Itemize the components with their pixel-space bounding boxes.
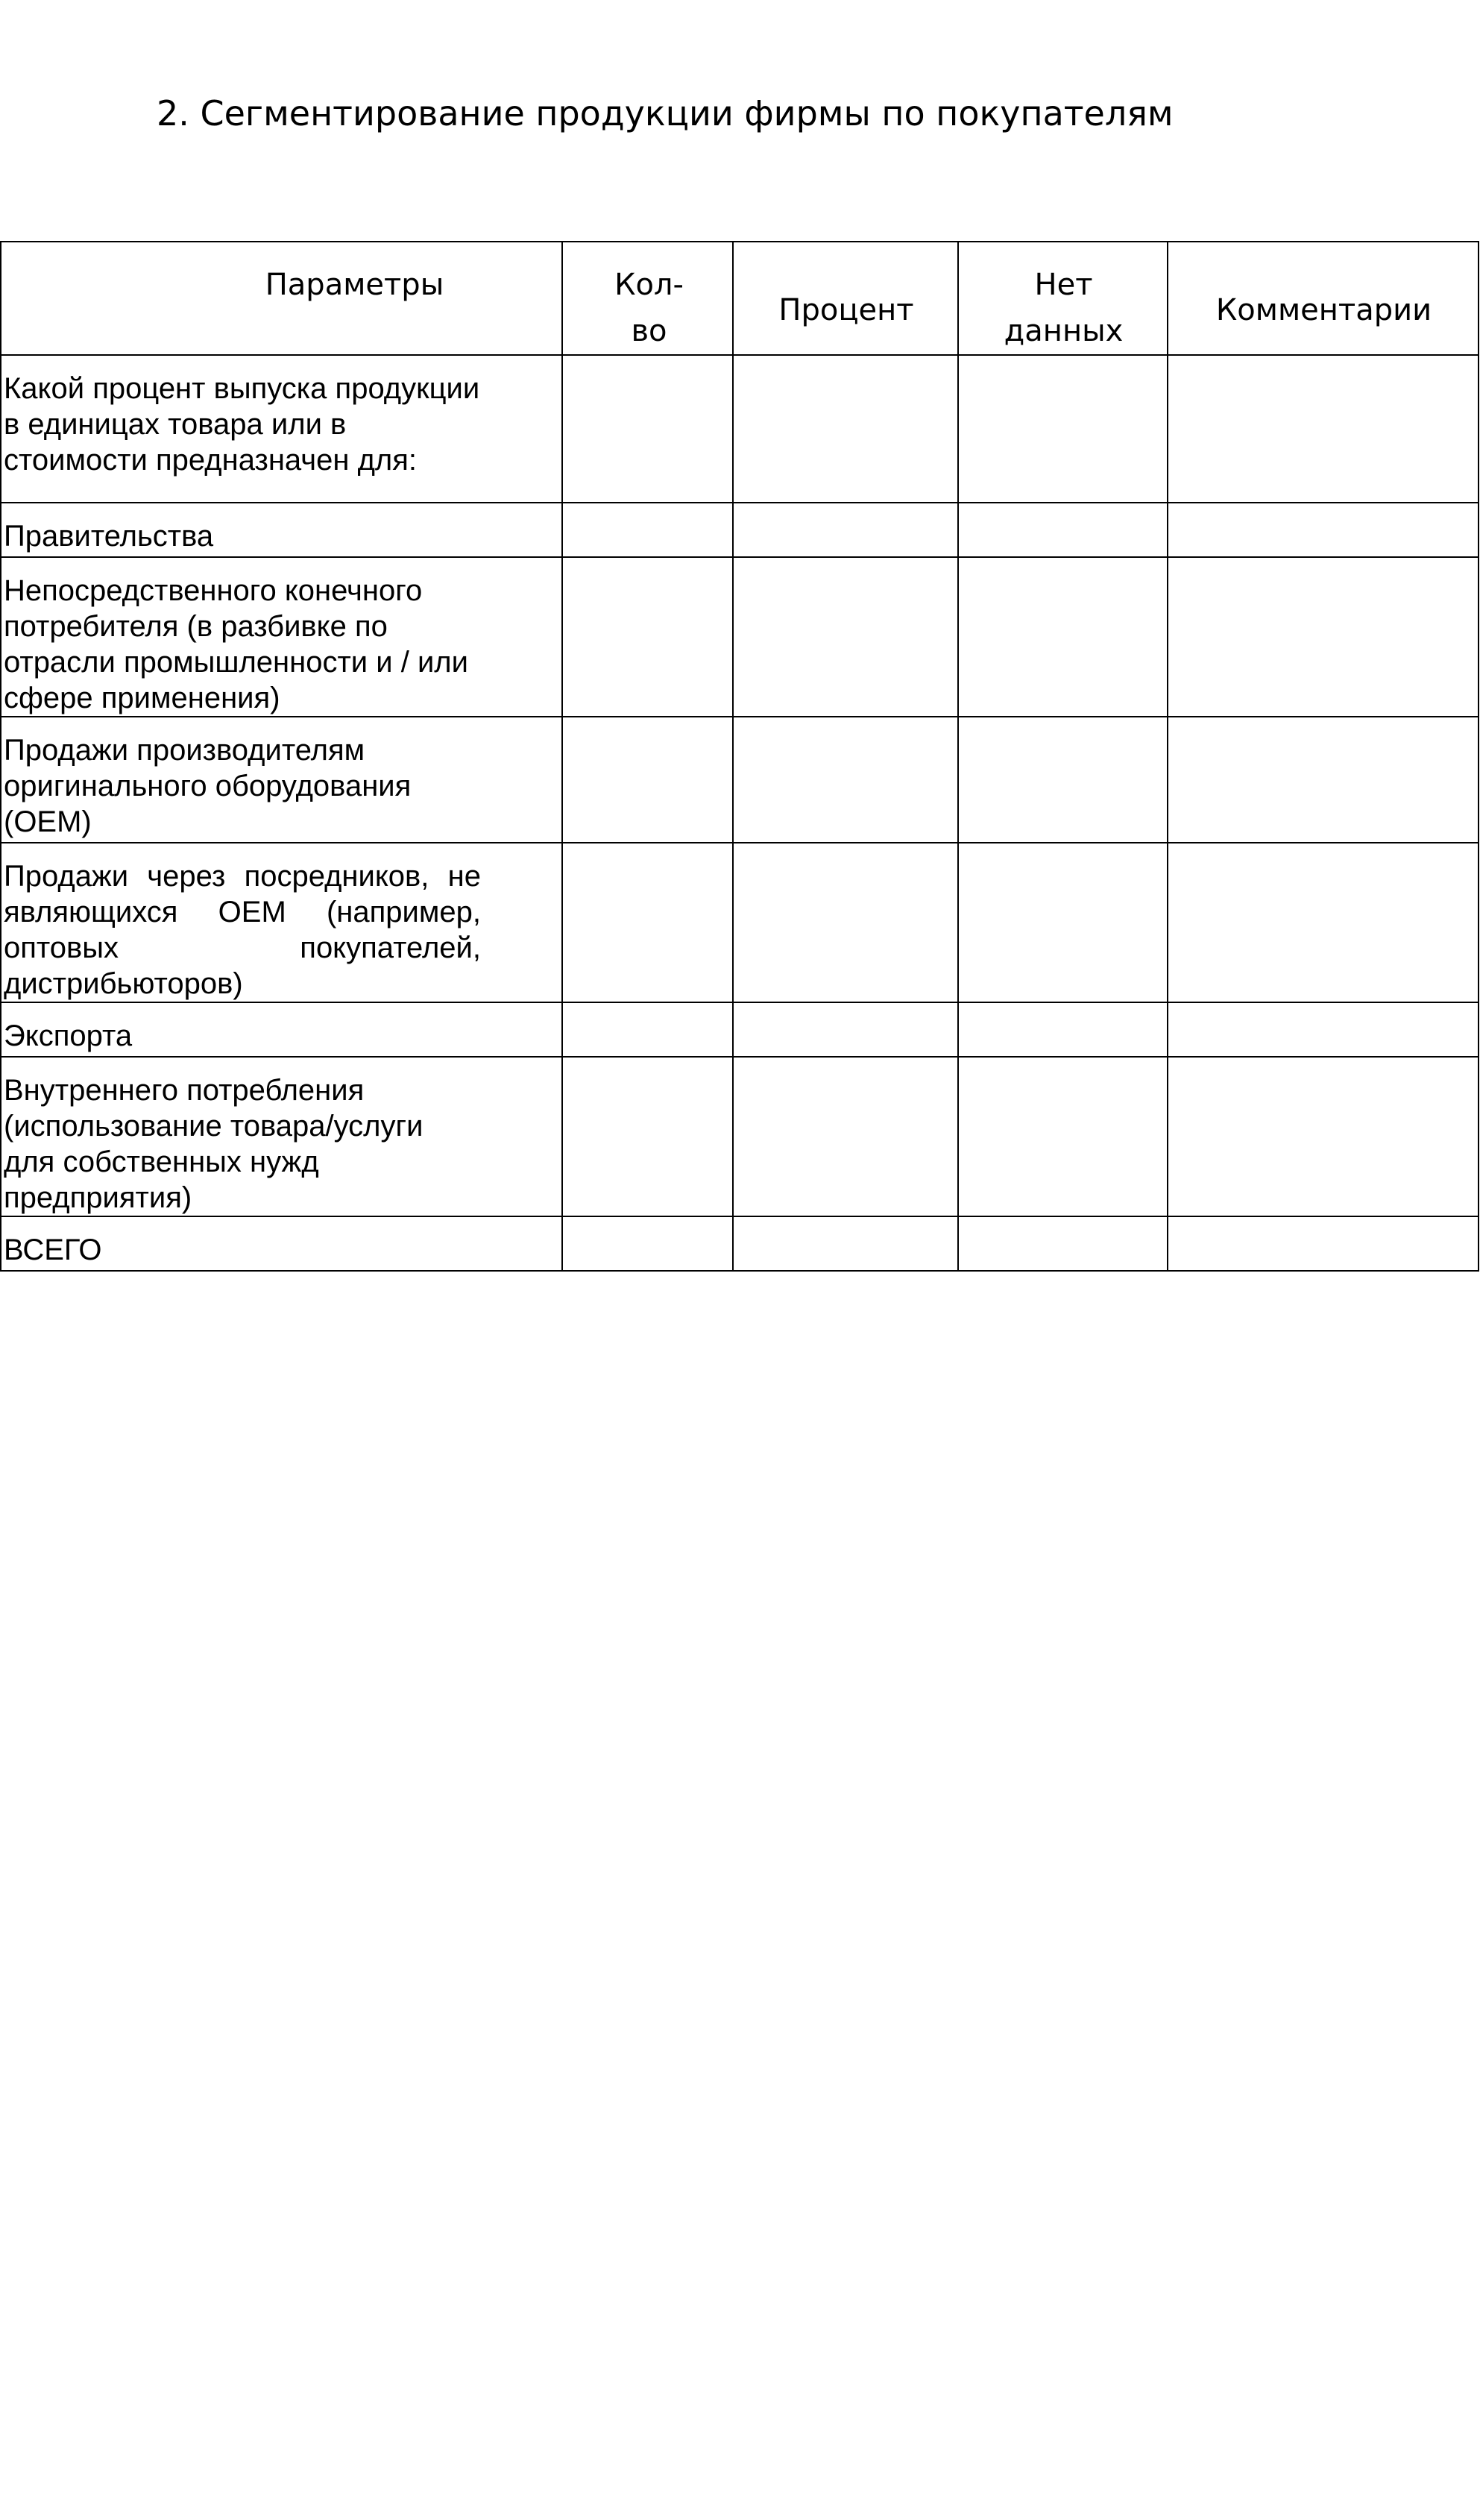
percent-cell[interactable]	[733, 1002, 958, 1057]
row-label: Продажи через посредников, не являющихся OEM (например, оптовых покупателей, дистрибьюторов)	[4, 860, 481, 1000]
row-label-cell	[1, 355, 562, 503]
table-row	[1, 843, 1479, 1002]
quantity-cell[interactable]	[562, 557, 733, 717]
row-label-cell	[1, 557, 562, 717]
comments-cell[interactable]	[1168, 1216, 1479, 1271]
row-label: Непосредственного конечного потребителя (в разбивке по отрасли промышленности и / или сфере применения)	[4, 574, 468, 714]
percent-cell[interactable]	[733, 717, 958, 843]
header-percent-label: Процент	[778, 293, 914, 327]
quantity-cell[interactable]	[562, 355, 733, 503]
no-data-cell[interactable]	[958, 1057, 1168, 1216]
table-row	[1, 503, 1479, 557]
row-label: Продажи производителям оригинального оборудования (OEM)	[4, 734, 412, 838]
row-label: ВСЕГО	[4, 1234, 102, 1266]
percent-cell[interactable]	[733, 557, 958, 717]
row-label-cell	[1, 503, 562, 557]
table-row	[1, 1002, 1479, 1057]
comments-cell[interactable]	[1168, 1002, 1479, 1057]
row-label-cell	[1, 717, 562, 843]
table-row	[1, 557, 1479, 717]
header-percent	[733, 242, 958, 355]
quantity-cell[interactable]	[562, 1057, 733, 1216]
no-data-cell[interactable]	[958, 717, 1168, 843]
table-row	[1, 355, 1479, 503]
quantity-cell[interactable]	[562, 843, 733, 1002]
no-data-cell[interactable]	[958, 1002, 1168, 1057]
no-data-cell[interactable]	[958, 355, 1168, 503]
row-label: Внутреннего потребления (использование товара/услуги для собственных нужд предприятия)	[4, 1074, 423, 1214]
no-data-cell[interactable]	[958, 557, 1168, 717]
comments-cell[interactable]	[1168, 843, 1479, 1002]
row-label: Какой процент выпуска продукции в единицах товара или в стоимости предназначен для:	[4, 372, 480, 477]
no-data-cell[interactable]	[958, 843, 1168, 1002]
row-label-cell	[1, 1057, 562, 1216]
header-parameters-label: Параметры	[265, 268, 444, 302]
no-data-cell[interactable]	[958, 503, 1168, 557]
row-label: Правительства	[4, 520, 214, 553]
percent-cell[interactable]	[733, 355, 958, 503]
no-data-cell[interactable]	[958, 1216, 1168, 1271]
comments-cell[interactable]	[1168, 355, 1479, 503]
header-no-data-label: Нет данных	[1004, 268, 1124, 348]
page-title: 2. Сегментирование продукции фирмы по покупателям	[157, 93, 1174, 133]
header-quantity-label: Кол- во	[614, 268, 684, 348]
header-no-data	[958, 242, 1168, 355]
header-comments-label: Комментарии	[1215, 293, 1432, 327]
percent-cell[interactable]	[733, 843, 958, 1002]
comments-cell[interactable]	[1168, 717, 1479, 843]
quantity-cell[interactable]	[562, 717, 733, 843]
percent-cell[interactable]	[733, 503, 958, 557]
comments-cell[interactable]	[1168, 1057, 1479, 1216]
header-parameters	[1, 242, 562, 355]
quantity-cell[interactable]	[562, 503, 733, 557]
table-row	[1, 1057, 1479, 1216]
quantity-cell[interactable]	[562, 1002, 733, 1057]
comments-cell[interactable]	[1168, 557, 1479, 717]
header-comments	[1168, 242, 1479, 355]
table-header-row	[1, 242, 1479, 355]
quantity-cell[interactable]	[562, 1216, 733, 1271]
row-label-cell	[1, 1216, 562, 1271]
table-row	[1, 717, 1479, 843]
header-quantity	[562, 242, 733, 355]
comments-cell[interactable]	[1168, 503, 1479, 557]
percent-cell[interactable]	[733, 1057, 958, 1216]
table-row-total	[1, 1216, 1479, 1271]
segmentation-table	[0, 241, 1479, 1272]
percent-cell[interactable]	[733, 1216, 958, 1271]
row-label: Экспорта	[4, 1019, 133, 1052]
row-label-cell	[1, 843, 562, 1002]
row-label-cell	[1, 1002, 562, 1057]
